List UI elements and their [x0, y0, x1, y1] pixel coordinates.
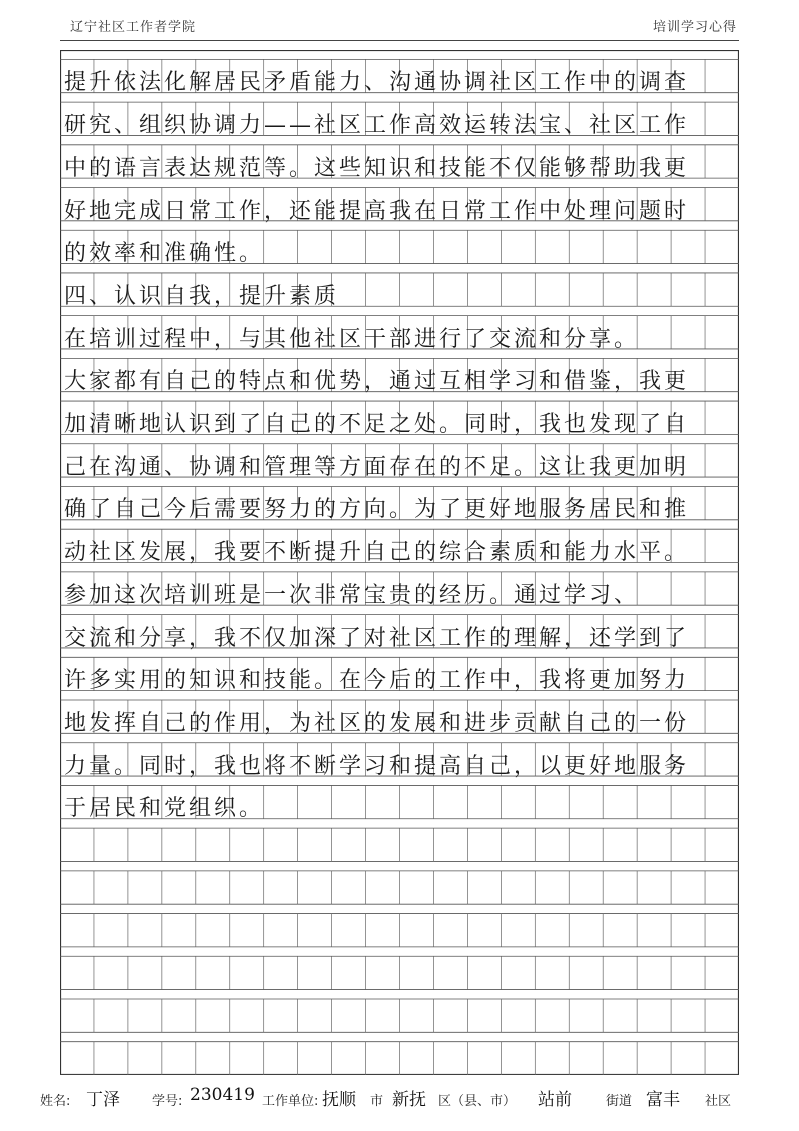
- name-value: 丁泽: [86, 1090, 120, 1110]
- city-label: 市: [370, 1094, 384, 1109]
- body-line: 动社区发展，我要不断提升自己的综合素质和能力水平。: [64, 540, 690, 566]
- header-institute: 辽宁社区工作者学院: [70, 20, 197, 35]
- district-label: 区（县、市）: [438, 1094, 517, 1109]
- body-line: 中的语言表达规范等。这些知识和技能不仅能够帮助我更: [64, 155, 690, 181]
- name-label: 姓名:: [40, 1094, 71, 1109]
- street-label: 街道: [606, 1094, 633, 1109]
- body-line: 好地完成日常工作，还能提高我在日常工作中处理问题时: [64, 198, 690, 224]
- body-line: 的效率和准确性。: [64, 241, 265, 267]
- street-value: 站前: [538, 1090, 572, 1110]
- id-value: 230419: [190, 1085, 255, 1105]
- body-line: 交流和分享，我不仅加深了对社区工作的理解，还学到了: [64, 625, 690, 651]
- writing-grid: [60, 50, 739, 1075]
- body-line: 己在沟通、协调和管理等方面存在的不足。这让我更加明: [64, 454, 690, 480]
- body-line: 在培训过程中，与其他社区干部进行了交流和分享。: [64, 326, 640, 352]
- footer-info: [40, 1084, 759, 1114]
- body-line: 力量。同时，我也将不断学习和提高自己，以更好地服务: [64, 753, 690, 779]
- work-label: 工作单位:: [262, 1094, 319, 1109]
- body-line: 确了自己今后需要努力的方向。为了更好地服务居民和推: [64, 497, 690, 523]
- body-line: 加清晰地认识到了自己的不足之处。同时，我也发现了自: [64, 412, 690, 438]
- body-line: 地发挥自己的作用，为社区的发展和进步贡献自己的一份: [64, 711, 690, 737]
- body-line: 参加这次培训班是一次非常宝贵的经历。通过学习、: [64, 582, 640, 608]
- header-doc-title: 培训学习心得: [652, 20, 737, 35]
- body-line: 大家都有自己的特点和优势，通过互相学习和借鉴，我更: [64, 369, 690, 395]
- id-label: 学号:: [152, 1094, 183, 1109]
- district-value: 新抚: [392, 1090, 426, 1110]
- header-rule: [60, 40, 739, 41]
- body-line: 研究、组织协调力——社区工作高效运转法宝、社区工作: [64, 113, 690, 139]
- body-line: 许多实用的知识和技能。在今后的工作中，我将更加努力: [64, 668, 690, 694]
- city-value: 抚顺: [322, 1090, 356, 1110]
- body-line: 提升依法化解居民矛盾能力、沟通协调社区工作中的调查: [64, 70, 690, 96]
- community-value: 富丰: [646, 1090, 680, 1110]
- body-line: 四、认识自我，提升素质: [64, 283, 340, 309]
- body-line: 于居民和党组织。: [64, 796, 265, 822]
- community-label: 社区: [705, 1094, 732, 1109]
